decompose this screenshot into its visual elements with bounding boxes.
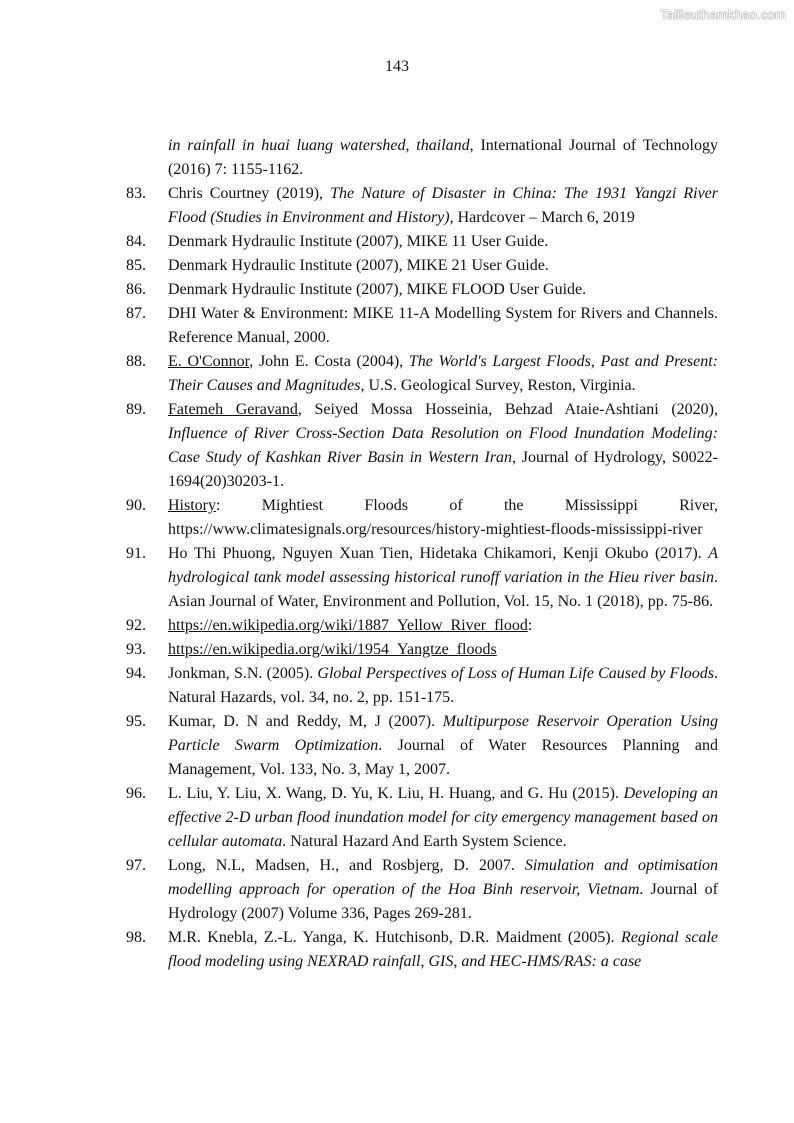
ref-title: A hydrological tank model assessing historical runoff variation in the Hieu river basin	[168, 545, 718, 586]
ref-text: Ho Thi Phuong, Nguyen Xuan Tien, Hidetaka Chikamori, Kenji Okubo (2017).	[168, 545, 709, 562]
reference-item	[126, 662, 718, 710]
wikipedia-link[interactable]: https://en.wikipedia.org/wiki/1954_Yangtze_floods	[168, 641, 497, 658]
ref-number: 96.	[126, 785, 146, 802]
reference-item	[126, 350, 718, 398]
ref-number: 85.	[126, 257, 146, 274]
ref-number: 95.	[126, 713, 146, 730]
page-number: 143	[385, 58, 409, 75]
author-link[interactable]: E. O'Connor	[168, 353, 250, 370]
ref-number: 97.	[126, 857, 146, 874]
ref-text: International Journal of Technology (2016) 7: 1155-1162.	[168, 137, 719, 178]
ref-text: Jonkman, S.N. (2005).	[168, 665, 318, 682]
ref-number: 94.	[126, 665, 146, 682]
reference-item	[126, 638, 718, 662]
ref-text: , Journal of Hydrology, S0022-1694(20)30203-1.	[168, 449, 718, 490]
reference-item	[126, 926, 718, 974]
ref-title: Multipurpose Reservoir Operation Using Particle Swarm Optimization	[168, 713, 719, 754]
reference-item	[126, 182, 718, 230]
ref-text: : Mightiest Floods of the Mississippi River, https://www.climatesignals.org/resources/history-mightiest-floods-mississippi-river	[168, 497, 718, 538]
ref-text: Kumar, D. N and Reddy, M, J (2007).	[168, 713, 443, 730]
ref-text: . Natural Hazard And Earth System Science.	[282, 833, 567, 850]
reference-item	[126, 494, 718, 542]
ref-number: 93.	[126, 641, 146, 658]
ref-text: :	[527, 617, 533, 634]
ref-number: 90.	[126, 497, 146, 514]
reference-continuation	[126, 134, 718, 182]
reference-item	[126, 710, 718, 782]
ref-text: Denmark Hydraulic Institute (2007), MIKE FLOOD User Guide.	[168, 281, 587, 298]
wikipedia-link[interactable]: https://en.wikipedia.org/wiki/1887_Yellow_River_flood	[168, 617, 528, 634]
reference-item	[126, 614, 718, 638]
ref-text: Chris Courtney (2019),	[168, 185, 331, 202]
ref-text: , John E. Costa (2004),	[249, 353, 409, 370]
ref-number: 98.	[126, 929, 146, 946]
reference-item	[126, 854, 718, 926]
reference-item	[126, 278, 718, 302]
ref-text: Denmark Hydraulic Institute (2007), MIKE 21 User Guide.	[168, 257, 549, 274]
ref-number: 87.	[126, 305, 146, 322]
ref-text: M.R. Knebla, Z.-L. Yanga, K. Hutchisonb, D.R. Maidment (2005).	[168, 929, 621, 946]
ref-text: Hardcover – March 6, 2019	[453, 209, 635, 226]
reference-item	[126, 398, 718, 494]
history-link[interactable]: History	[168, 497, 216, 514]
ref-text: L. Liu, Y. Liu, X. Wang, D. Yu, K. Liu, H. Huang, and G. Hu (2015).	[168, 785, 624, 802]
ref-number: 88.	[126, 353, 146, 370]
ref-title: The Nature of Disaster in China: The 1931 Yangzi River Flood (Studies in Environment and History),	[168, 185, 719, 226]
reference-item	[126, 254, 718, 278]
ref-text: . Journal of Water Resources Planning and Management, Vol. 133, No. 3, May 1, 2007.	[168, 737, 718, 778]
ref-text: Long, N.L, Madsen, H., and Rosbjerg, D. 2007.	[168, 857, 525, 874]
ref-title: Regional scale flood modeling using NEXRAD rainfall, GIS, and HEC-HMS/RAS: a case	[168, 929, 719, 970]
reference-item	[126, 542, 718, 614]
ref-title: Influence of River Cross-Section Data Resolution on Flood Inundation Modeling: Case Study of Kashkan River Basin in Western Iran	[168, 425, 718, 466]
ref-number: 92.	[126, 617, 146, 634]
ref-text: . Natural Hazards, vol. 34, no. 2, pp. 151-175.	[168, 665, 718, 706]
ref-number: 83.	[126, 185, 146, 202]
ref-title: Global Perspectives of Loss of Human Life Caused by Floods	[317, 665, 714, 682]
ref-number: 91.	[126, 545, 146, 562]
ref-text: . Journal of Hydrology (2007) Volume 336, Pages 269-281.	[168, 881, 718, 922]
ref-title: Developing an effective 2-D urban flood inundation model for city emergency management based on cellular automata	[168, 785, 719, 850]
reference-item	[126, 230, 718, 254]
ref-title: The World's Largest Floods, Past and Present: Their Causes and Magnitudes	[168, 353, 718, 394]
reference-item	[126, 302, 718, 350]
ref-text: , Seiyed Mossa Hosseinia, Behzad Ataie-Ashtiani (2020),	[297, 401, 719, 418]
watermark: Tailieuthamkhao.com	[660, 7, 786, 22]
ref-number: 86.	[126, 281, 146, 298]
ref-text: DHI Water & Environment: MIKE 11-A Modelling System for Rivers and Channels. Reference Manual, 2000.	[168, 305, 718, 346]
reference-item	[126, 782, 718, 854]
ref-number: 89.	[126, 401, 146, 418]
reference-list	[126, 134, 718, 974]
ref-text: , U.S. Geological Survey, Reston, Virginia.	[360, 377, 636, 394]
ref-title: in rainfall in huai luang watershed, thailand,	[168, 137, 474, 154]
ref-title: Simulation and optimisation modelling approach for operation of the Hoa Binh reservoir, Vietnam	[168, 857, 719, 898]
ref-text: . Asian Journal of Water, Environment and Pollution, Vol. 15, No. 1 (2018), pp. 75-86.	[168, 569, 718, 610]
author-link[interactable]: Fatemeh Geravand	[168, 401, 298, 418]
ref-number: 84.	[126, 233, 146, 250]
ref-text: Denmark Hydraulic Institute (2007), MIKE 11 User Guide.	[168, 233, 549, 250]
